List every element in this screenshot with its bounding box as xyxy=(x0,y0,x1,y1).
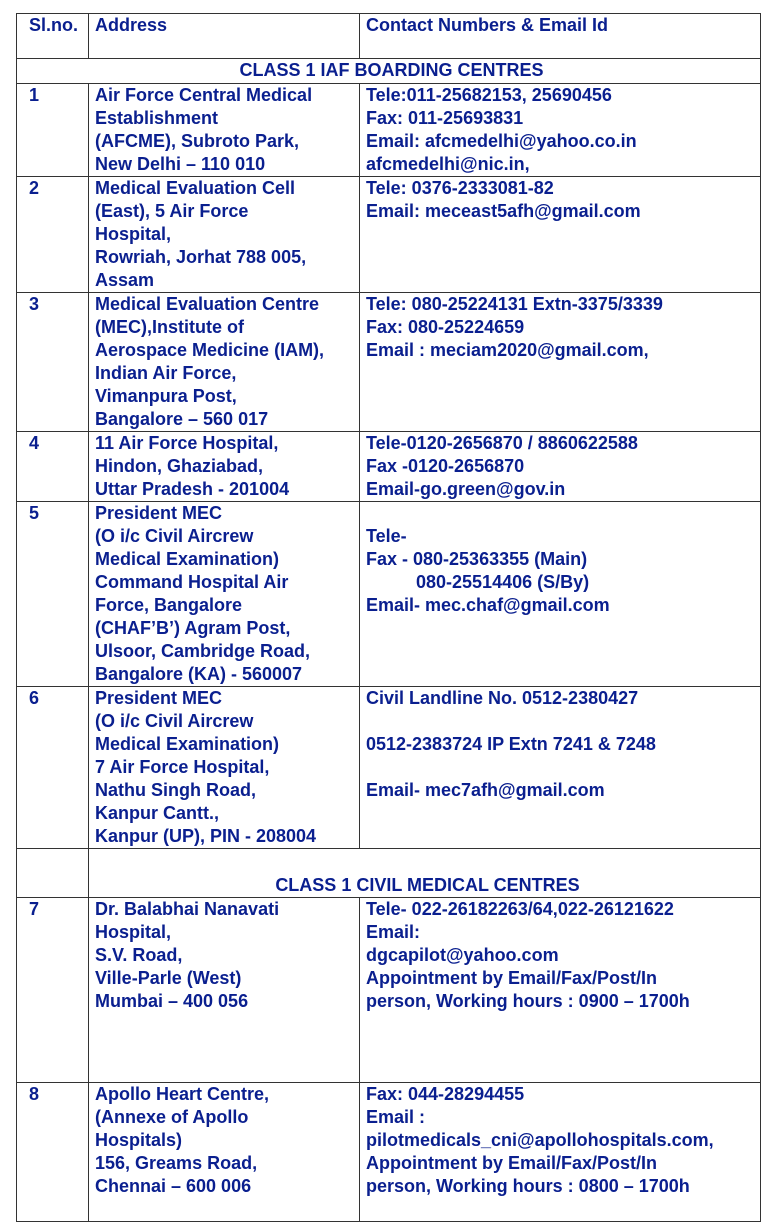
address-line: Dr. Balabhai Nanavati xyxy=(95,899,280,919)
row-address xyxy=(89,432,360,502)
row-address xyxy=(89,293,360,432)
row-contact xyxy=(360,502,761,687)
row-contact xyxy=(360,432,761,502)
contact-email: Email: meceast5afh@gmail.com xyxy=(366,201,641,221)
contact-line: Fax: 011-25693831 xyxy=(366,108,524,128)
row-contact xyxy=(360,687,761,849)
row-slno: 3 xyxy=(17,293,89,432)
contact-line: Tele- xyxy=(366,526,407,546)
contact-line: Tele: 080-25224131 Extn-3375/3339 xyxy=(366,294,663,314)
address-line: Command Hospital Air xyxy=(95,572,289,592)
contact-email: Email-go.green@gov.in xyxy=(366,479,566,499)
contact-spacer xyxy=(366,502,760,525)
contact-email: Email- mec7afh@gmail.com xyxy=(366,780,605,800)
address-line: (East), 5 Air Force xyxy=(95,201,249,221)
section-sl-cell xyxy=(17,849,89,898)
row-address xyxy=(89,1083,360,1222)
contact-email: Email : meciam2020@gmail.com, xyxy=(366,340,649,360)
table-row xyxy=(17,898,761,1083)
table-row xyxy=(17,293,761,432)
row-contact xyxy=(360,898,761,1083)
table-row xyxy=(17,432,761,502)
address-line: 7 Air Force Hospital, xyxy=(95,757,270,777)
address-line: Hospitals) xyxy=(95,1130,183,1150)
row-slno: 4 xyxy=(17,432,89,502)
address-line: Hospital, xyxy=(95,224,172,244)
address-line: 156, Greams Road, xyxy=(95,1153,258,1173)
contact-spacer xyxy=(366,756,760,779)
contact-line: Email : xyxy=(366,1107,426,1127)
address-line: Medical Evaluation Centre xyxy=(95,294,320,314)
contact-email: dgcapilot@yahoo.com xyxy=(366,945,559,965)
row-slno: 7 xyxy=(17,898,89,1083)
address-line: (AFCME), Subroto Park, xyxy=(95,131,300,151)
address-line: President MEC xyxy=(95,503,223,523)
address-line: Bangalore – 560 017 xyxy=(95,409,269,429)
address-line: Air Force Central Medical xyxy=(95,85,313,105)
contact-line: 080-25514406 (S/By) xyxy=(416,572,590,592)
address-line: Indian Air Force, xyxy=(95,363,237,383)
address-line: President MEC xyxy=(95,688,223,708)
address-line: Medical Evaluation Cell xyxy=(95,178,296,198)
contact-line: Appointment by Email/Fax/Post/In xyxy=(366,968,658,988)
contact-line: Fax -0120-2656870 xyxy=(366,456,525,476)
address-line: (MEC),Institute of xyxy=(95,317,244,337)
contact-line: Tele-0120-2656870 / 8860622588 xyxy=(366,433,638,453)
address-line: (CHAF’B’) Agram Post, xyxy=(95,618,291,638)
address-line: Ulsoor, Cambridge Road, xyxy=(95,641,311,661)
address-line: Vimanpura Post, xyxy=(95,386,237,406)
address-line: (O i/c Civil Aircrew xyxy=(95,526,254,546)
contact-line: Appointment by Email/Fax/Post/In xyxy=(366,1153,658,1173)
address-line: New Delhi – 110 010 xyxy=(95,154,266,174)
header-address: Address xyxy=(89,14,360,59)
row-slno: 5 xyxy=(17,502,89,687)
row-slno: 6 xyxy=(17,687,89,849)
section-row xyxy=(17,59,761,84)
contact-email: Email: afcmedelhi@yahoo.co.in xyxy=(366,131,637,151)
address-line: Medical Examination) xyxy=(95,549,280,569)
contact-spacer xyxy=(366,710,760,733)
table-row xyxy=(17,84,761,177)
row-address xyxy=(89,177,360,293)
row-contact xyxy=(360,1083,761,1222)
row-address xyxy=(89,84,360,177)
address-line: Chennai – 600 006 xyxy=(95,1176,252,1196)
address-line: Nathu Singh Road, xyxy=(95,780,256,800)
contact-line: Fax: 080-25224659 xyxy=(366,317,525,337)
contact-line: Civil Landline No. 0512-2380427 xyxy=(366,688,639,708)
address-line: Kanpur Cantt., xyxy=(95,803,219,823)
address-line: Apollo Heart Centre, xyxy=(95,1084,270,1104)
contact-line: person, Working hours : 0900 – 1700h xyxy=(366,991,690,1011)
row-address xyxy=(89,687,360,849)
row-contact xyxy=(360,177,761,293)
row-address xyxy=(89,898,360,1083)
table-row xyxy=(17,502,761,687)
section-title: CLASS 1 IAF BOARDING CENTRES xyxy=(17,59,761,84)
address-line: 11 Air Force Hospital, xyxy=(95,433,279,453)
table-row xyxy=(17,1083,761,1222)
centres-table-body xyxy=(17,14,761,1222)
contact-line: person, Working hours : 0800 – 1700h xyxy=(366,1176,690,1196)
header-contact: Contact Numbers & Email Id xyxy=(360,14,761,59)
address-line: Hospital, xyxy=(95,922,172,942)
contact-line: 0512-2383724 IP Extn 7241 & 7248 xyxy=(366,734,656,754)
address-line: Rowriah, Jorhat 788 005, xyxy=(95,247,307,267)
contact-email: afcmedelhi@nic.in, xyxy=(366,154,530,174)
address-line: S.V. Road, xyxy=(95,945,183,965)
row-slno: 2 xyxy=(17,177,89,293)
table-row xyxy=(17,177,761,293)
address-line: Establishment xyxy=(95,108,219,128)
address-line: Mumbai – 400 056 xyxy=(95,991,249,1011)
address-line: Assam xyxy=(95,270,155,290)
header-slno: Sl.no. xyxy=(17,14,89,59)
address-line: Ville-Parle (West) xyxy=(95,968,242,988)
address-line: (Annexe of Apollo xyxy=(95,1107,249,1127)
address-line: Medical Examination) xyxy=(95,734,280,754)
header-row xyxy=(17,14,761,59)
address-line: (O i/c Civil Aircrew xyxy=(95,711,254,731)
contact-line: Fax - 080-25363355 (Main) xyxy=(366,549,588,569)
contact-line: Tele- 022-26182263/64,022-26121622 xyxy=(366,899,674,919)
row-slno: 1 xyxy=(17,84,89,177)
address-line: Kanpur (UP), PIN - 208004 xyxy=(95,826,317,846)
contact-line: Fax: 044-28294455 xyxy=(366,1084,525,1104)
address-line: Force, Bangalore xyxy=(95,595,243,615)
centres-table xyxy=(16,13,761,1222)
contact-email: Email- mec.chaf@gmail.com xyxy=(366,595,610,615)
row-contact xyxy=(360,293,761,432)
row-address xyxy=(89,502,360,687)
address-line: Bangalore (KA) - 560007 xyxy=(95,664,303,684)
contact-line: Email: xyxy=(366,922,421,942)
address-line: Hindon, Ghaziabad, xyxy=(95,456,264,476)
section-row xyxy=(17,849,761,898)
row-contact xyxy=(360,84,761,177)
contact-line: Tele: 0376-2333081-82 xyxy=(366,178,554,198)
section-title: CLASS 1 CIVIL MEDICAL CENTRES xyxy=(89,849,761,898)
row-slno: 8 xyxy=(17,1083,89,1222)
contact-email: pilotmedicals_cni@apollohospitals.com, xyxy=(366,1130,714,1150)
contact-line: Tele:011-25682153, 25690456 xyxy=(366,85,612,105)
address-line: Aerospace Medicine (IAM), xyxy=(95,340,325,360)
address-line: Uttar Pradesh - 201004 xyxy=(95,479,290,499)
table-row xyxy=(17,687,761,849)
